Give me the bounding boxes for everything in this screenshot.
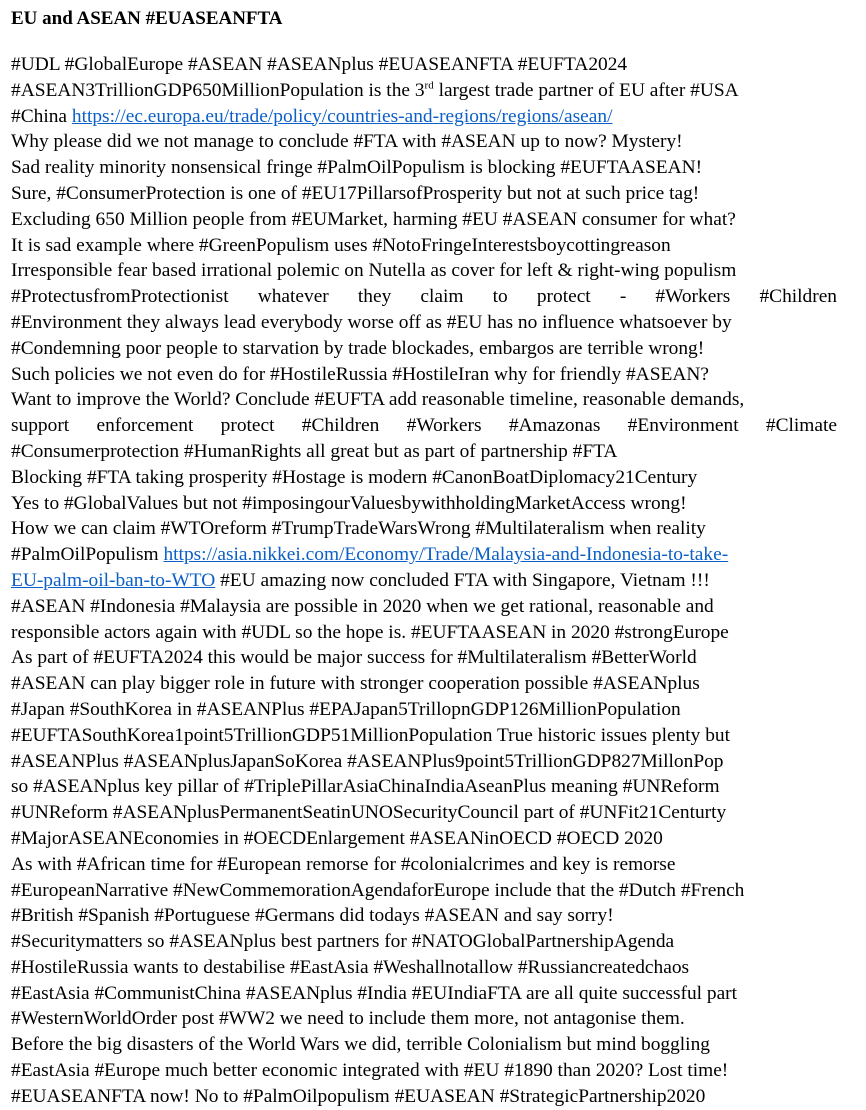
text-line: [11, 542, 848, 568]
text-line: [11, 207, 848, 233]
text-line: [11, 645, 848, 671]
text-line-content: #MajorASEANEconomies in #OECDEnlargement #ASEANinOECD #OECD 2020: [11, 827, 663, 849]
text-line-content: #Consumerprotection #HumanRights all great but as part of partnership #FTA: [11, 440, 618, 462]
text-line: [11, 78, 848, 104]
hyperlink[interactable]: EU-palm-oil-ban-to-WTO: [11, 569, 216, 591]
text-line-content: so #ASEANplus key pillar of #TriplePillarAsiaChinaIndiaAseanPlus meaning #UNReform: [11, 776, 720, 798]
text-line-content: #PalmOilPopulism: [11, 544, 164, 566]
text-line-content: #Condemning poor people to starvation by trade blockades, embargos are terrible wrong!: [11, 337, 705, 359]
text-line: [11, 336, 848, 362]
text-line-content: #UDL #GlobalEurope #ASEAN #ASEANplus #EUASEANFTA #EUFTA2024: [11, 54, 628, 75]
text-line-content: #HostileRussia wants to destabilise #EastAsia #Weshallnotallow #Russiancreatedchaos: [11, 956, 690, 978]
text-line-content: #ASEAN3TrillionGDP650MillionPopulation is the 3: [11, 79, 425, 101]
text-line: [11, 929, 848, 955]
text-line: [11, 697, 848, 723]
text-line-content: #ASEAN can play bigger role in future with stronger cooperation possible #ASEANplus: [11, 673, 700, 695]
text-line: [11, 826, 848, 852]
text-line-content: Blocking #FTA taking prosperity #Hostage is modern #CanonBoatDiplomacy21Century: [11, 466, 698, 488]
text-line: [11, 181, 848, 207]
text-line-content: How we can claim #WTOreform #TrumpTradeWarsWrong #Multilateralism when reality: [11, 518, 706, 540]
text-line: [11, 233, 848, 259]
text-line: [11, 981, 848, 1007]
text-line: [11, 104, 848, 130]
text-line-content: Before the big disasters of the World Wars we did, terrible Colonialism but mind boggling: [11, 1034, 710, 1056]
text-line: [11, 620, 848, 646]
text-line: [11, 594, 848, 620]
text-line-content: #EastAsia #Europe much better economic integrated with #EU #1890 than 2020? Lost time!: [11, 1060, 729, 1082]
text-line: [11, 1032, 848, 1058]
text-line: [11, 800, 848, 826]
text-line-content: #Japan #SouthKorea in #ASEANPlus #EPAJapan5TrillopnGDP126MillionPopulation: [11, 698, 681, 720]
text-line: [11, 258, 848, 284]
text-line: [11, 671, 848, 697]
text-line-content: Such policies we not even do for #HostileRussia #HostileIran why for friendly #ASEAN?: [11, 363, 709, 385]
text-line-content: Irresponsible fear based irrational polemic on Nutella as cover for left & right-wing populism: [11, 260, 737, 282]
text-line: [11, 284, 837, 310]
text-line-content: It is sad example where #GreenPopulism uses #NotoFringeInterestsboycottingreason: [11, 234, 671, 256]
text-line: [11, 516, 848, 542]
text-line: [11, 155, 848, 181]
text-line-content: #EastAsia #CommunistChina #ASEANplus #India #EUIndiaFTA are all quite successful part: [11, 982, 738, 1004]
text-line: [11, 852, 848, 878]
text-line: [11, 439, 848, 465]
text-line: [11, 310, 848, 336]
text-line: [11, 362, 848, 388]
text-line-content: Sad reality minority nonsensical fringe #PalmOilPopulism is blocking #EUFTAASEAN!: [11, 157, 703, 179]
text-line-content: Sure, #ConsumerProtection is one of #EU17PillarsofProsperity but not at such price tag!: [11, 182, 700, 204]
text-line-content: As part of #EUFTA2024 this would be major success for #Multilateralism #BetterWorld: [11, 647, 697, 669]
text-line-content: #WesternWorldOrder post #WW2 we need to include them more, not antagonise them.: [11, 1008, 685, 1030]
text-line: [11, 465, 848, 491]
document-body: [11, 52, 848, 1110]
text-line: [11, 491, 848, 517]
text-line: [11, 1084, 848, 1110]
text-line-content: responsible actors again with #UDL so the hope is. #EUFTAASEAN in 2020 #strongEurope: [11, 621, 729, 643]
text-line: [11, 52, 848, 78]
text-line: [11, 749, 848, 775]
text-line: [11, 955, 848, 981]
text-line-content: Excluding 650 Million people from #EUMarket, harming #EU #ASEAN consumer for what?: [11, 208, 736, 230]
hyperlink[interactable]: https://ec.europa.eu/trade/policy/countries-and-regions/regions/asean/: [71, 105, 613, 127]
text-line-content: support enforcement protect #Children #Workers #Amazonas #Environment #Climate: [11, 415, 837, 437]
text-line: [11, 129, 848, 155]
text-line-content: #EUASEANFTA now! No to #PalmOilpopulism #EUASEAN #StrategicPartnership2020: [11, 1085, 706, 1107]
text-line-content: Why please did we not manage to conclude #FTA with #ASEAN up to now? Mystery!: [11, 131, 683, 153]
text-line-content: #EU amazing now concluded FTA with Singapore, Vietnam !!!: [215, 569, 710, 591]
text-line: [11, 723, 848, 749]
text-line: [11, 1006, 848, 1032]
text-line-content: #EuropeanNarrative #NewCommemorationAgendaforEurope include that the #Dutch #French: [11, 879, 745, 901]
text-line-content: #ProtectusfromProtectionist whatever they claim to protect - #Workers #Children: [11, 286, 837, 308]
text-line-content: largest trade partner of EU after #USA: [433, 79, 739, 101]
text-line-content: #Environment they always lead everybody worse off as #EU has no influence whatsoever by: [11, 311, 732, 333]
text-line-content: #UNReform #ASEANplusPermanentSeatinUNOSecurityCouncil part of #UNFit21Centurty: [11, 802, 727, 824]
text-line: [11, 568, 848, 594]
text-line: [11, 903, 848, 929]
text-line-content: #ASEAN #Indonesia #Malaysia are possible in 2020 when we get rational, reasonable and: [11, 595, 714, 617]
text-line-content: Yes to #GlobalValues but not #imposingourValuesbywithholdingMarketAccess wrong!: [11, 492, 687, 514]
text-line: [11, 878, 848, 904]
text-line-content: Want to improve the World? Conclude #EUFTA add reasonable timeline, reasonable demands,: [11, 389, 745, 411]
text-line-content: As with #African time for #European remorse for #colonialcrimes and key is remorse: [11, 853, 676, 875]
text-line-content: #Securitymatters so #ASEANplus best partners for #NATOGlobalPartnershipAgenda: [11, 931, 675, 953]
text-line: [11, 413, 837, 439]
superscript-ordinal: rd: [424, 79, 434, 92]
text-line-content: #China: [11, 105, 72, 127]
text-line-content: #EUFTASouthKorea1point5TrillionGDP51MillionPopulation True historic issues plenty but: [11, 724, 730, 746]
text-line-content: #British #Spanish #Portuguese #Germans did todays #ASEAN and say sorry!: [11, 905, 614, 927]
text-line: [11, 774, 848, 800]
hyperlink[interactable]: https://asia.nikkei.com/Economy/Trade/Malaysia-and-Indonesia-to-take-: [163, 544, 729, 566]
text-line-content: #ASEANPlus #ASEANplusJapanSoKorea #ASEANPlus9point5TrillionGDP827MillonPop: [11, 750, 724, 772]
text-line: [11, 1058, 848, 1084]
document-title: EU and ASEAN #EUASEANFTA: [11, 8, 283, 29]
text-line: [11, 387, 848, 413]
